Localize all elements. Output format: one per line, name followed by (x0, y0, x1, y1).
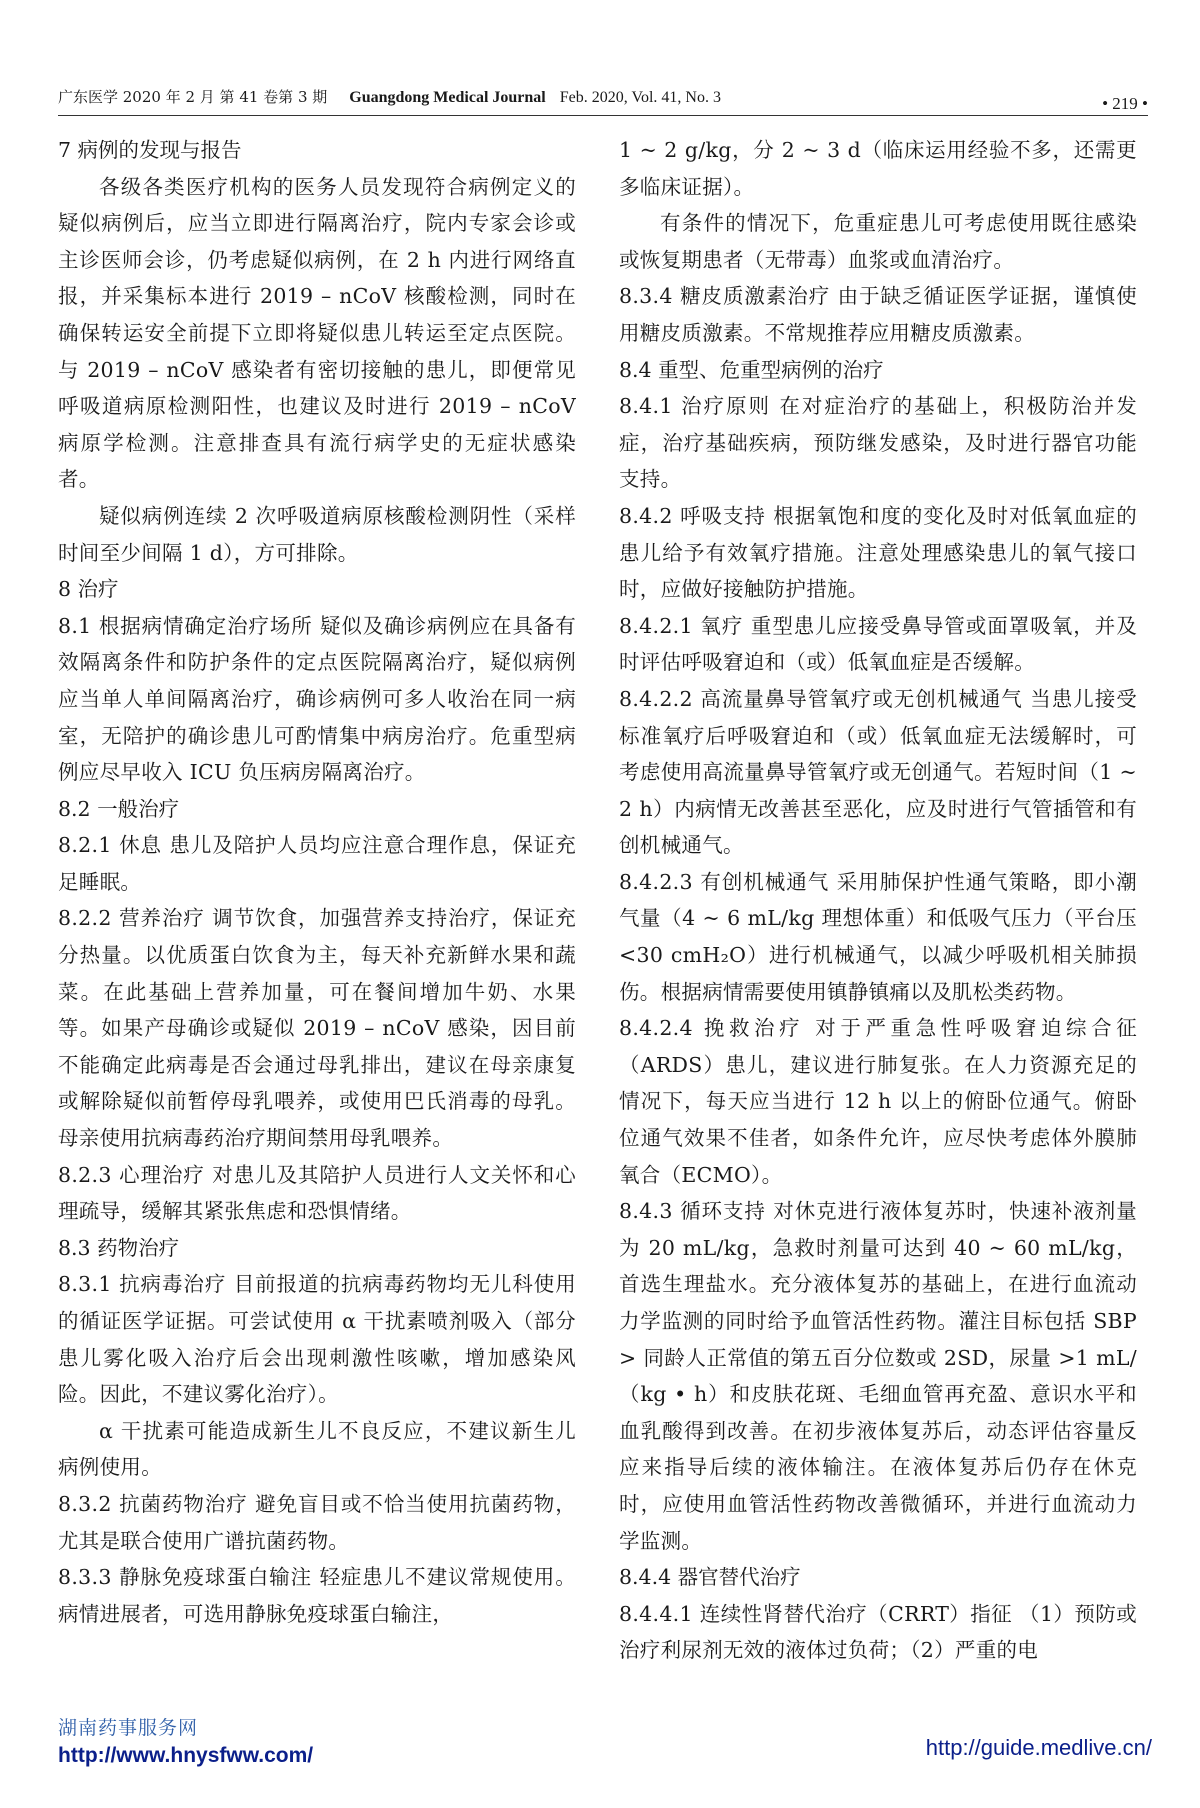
paragraph: 疑似病例连续 2 次呼吸道病原核酸检测阴性（采样时间至少间隔 1 d），方可排除。 (58, 503, 576, 565)
paragraph: 8.4.4.1 连续性肾替代治疗（CRRT）指征 （1）预防或治疗利尿剂无效的液体过负荷；（2）严重的电 (619, 1601, 1137, 1663)
section-heading: 7 病例的发现与报告 (58, 138, 242, 162)
left-column (58, 132, 576, 1632)
journal-info (58, 86, 721, 107)
section-heading: 8.2 一般治疗 (58, 796, 180, 821)
paragraph: 8.3.4 糖皮质激素治疗 由于缺乏循证医学证据，谨慎使用糖皮质激素。不常规推荐应用糖皮质激素。 (619, 284, 1137, 345)
section-heading: 8.3 药物治疗 (58, 1235, 180, 1260)
paragraph: 8.3.1 抗病毒治疗 目前报道的抗病毒药物均无儿科使用的循证医学证据。可尝试使用 α 干扰素喷剂吸入（部分患儿雾化吸入治疗后会出现刺激性咳嗽，增加感染风险。因此，不建议雾化治疗）。 (58, 1272, 576, 1407)
paragraph: 1 ~ 2 g/kg，分 2 ~ 3 d（临床运用经验不多，还需更多临床证据）。 (619, 138, 1137, 199)
paragraph: α 干扰素可能造成新生儿不良反应，不建议新生儿病例使用。 (58, 1418, 576, 1480)
paragraph: 8.4.2.3 有创机械通气 采用肺保护性通气策略，即小潮气量（4 ~ 6 mL/kg 理想体重）和低吸气压力（平台压 <30 cmH₂O）进行机械通气，以减少呼吸机相关肺损伤。根据病情需要使用镇静镇痛以及肌松类药物。 (619, 869, 1137, 1004)
journal-en: Guangdong Medical Journal (349, 89, 546, 106)
header-rule (58, 115, 1148, 116)
footer-watermark-left (58, 1713, 313, 1768)
paragraph: 8.4.2.4 挽救治疗 对于严重急性呼吸窘迫综合征（ARDS）患儿，建议进行肺复张。在人力资源充足的情况下，每天应当进行 12 h 以上的俯卧位通气。俯卧位通气效果不佳者，如条件允许，应尽快考虑体外膜肺氧合（ECMO）。 (619, 1016, 1137, 1187)
footer-medlive-link[interactable]: http://guide.medlive.cn/ (925, 1735, 1152, 1760)
journal-cn: 广东医学 2020 年 2 月 第 41 卷第 3 期 (58, 88, 328, 106)
footer-site-link[interactable]: http://www.hnysfww.com/ (58, 1744, 314, 1767)
paragraph: 各级各类医疗机构的医务人员发现符合病例定义的疑似病例后，应当立即进行隔离治疗，院内专家会诊或主诊医师会诊，仍考虑疑似病例，在 2 h 内进行网络直报，并采集标本进行 2019 – nCoV 核酸检测，同时在确保转运安全前提下立即将疑似患儿转运至定点医院。与 2019 – nCoV 感染者有密切接触的患儿，即便常见呼吸道病原检测阳性，也建议及时进行 2019 – nCoV 病原学检测。注意排查具有流行病学史的无症状感染者。 (58, 174, 576, 492)
paragraph: 8.4.3 循环支持 对休克进行液体复苏时，快速补液剂量为 20 mL/kg，急救时剂量可达到 40 ~ 60 mL/kg，首选生理盐水。充分液体复苏的基础上，在进行血流动力学监测的同时给予血管活性药物。灌注目标包括 SBP > 同龄人正常值的第五百分位数或 2SD，尿量 >1 mL/（kg • h）和皮肤花斑、毛细血管再充盈、意识水平和血乳酸得到改善。在初步液体复苏后，动态评估容量反应来指导后续的液体输注。在液体复苏后仍存在休克时，应使用血管活性药物改善微循环，并进行血流动力学监测。 (619, 1199, 1137, 1553)
journal-date-en: Feb. 2020, Vol. 41, No. 3 (559, 89, 721, 106)
paragraph: 8.4.2 呼吸支持 根据氧饱和度的变化及时对低氧血症的患儿给予有效氧疗措施。注意处理感染患儿的氧气接口时，应做好接触防护措施。 (619, 503, 1137, 602)
section-heading: 8.4 重型、危重型病例的治疗 (619, 357, 884, 382)
paragraph: 8.2.3 心理治疗 对患儿及其陪护人员进行人文关怀和心理疏导，缓解其紧张焦虑和恐惧情绪。 (58, 1162, 576, 1224)
paragraph: 8.3.2 抗菌药物治疗 避免盲目或不恰当使用抗菌药物，尤其是联合使用广谱抗菌药物。 (58, 1491, 576, 1553)
paragraph: 8.2.1 休息 患儿及陪护人员均应注意合理作息，保证充足睡眠。 (58, 833, 576, 894)
section-heading: 8.4.4 器官替代治疗 (619, 1565, 801, 1590)
paragraph: 8.4.2.1 氧疗 重型患儿应接受鼻导管或面罩吸氧，并及时评估呼吸窘迫和（或）低氧血症是否缓解。 (619, 613, 1137, 675)
section-heading: 8 治疗 (58, 577, 119, 602)
paragraph: 8.1 根据病情确定治疗场所 疑似及确诊病例应在具备有效隔离条件和防护条件的定点医院隔离治疗，疑似病例应当单人单间隔离治疗，确诊病例可多人收治在同一病室，无陪护的确诊患儿可酌情集中病房治疗。危重型病例应尽早收入 ICU 负压病房隔离治疗。 (58, 613, 576, 785)
running-header (58, 86, 1148, 116)
paragraph: 有条件的情况下，危重症患儿可考虑使用既往感染或恢复期患者（无带毒）血浆或血清治疗。 (619, 211, 1137, 272)
right-column (619, 132, 1137, 1669)
paragraph: 8.2.2 营养治疗 调节饮食，加强营养支持治疗，保证充分热量。以优质蛋白饮食为主，每天补充新鲜水果和蔬菜。在此基础上营养加量，可在餐间增加牛奶、水果等。如果产母确诊或疑似 2019 – nCoV 感染，因目前不能确定此病毒是否会通过母乳排出，建议在母亲康复或解除疑似前暂停母乳喂养，或使用巴氏消毒的母乳。母亲使用抗病毒药治疗期间禁用母乳喂养。 (58, 906, 576, 1151)
paragraph: 8.4.2.2 高流量鼻导管氧疗或无创机械通气 当患儿接受标准氧疗后呼吸窘迫和（或）低氧血症无法缓解时，可考虑使用高流量鼻导管氧疗或无创通气。若短时间（1 ~ 2 h）内病情无改善甚至恶化，应及时进行气管插管和有创机械通气。 (619, 686, 1137, 858)
paragraph: 8.4.1 治疗原则 在对症治疗的基础上，积极防治并发症，治疗基础疾病，预防继发感染，及时进行器官功能支持。 (619, 394, 1137, 492)
page-number: • 219 • (1102, 94, 1148, 113)
paragraph: 8.3.3 静脉免疫球蛋白输注 轻症患儿不建议常规使用。病情进展者，可选用静脉免疫球蛋白输注， (58, 1565, 576, 1626)
footer-site-name: 湖南药事服务网 (58, 1717, 199, 1739)
